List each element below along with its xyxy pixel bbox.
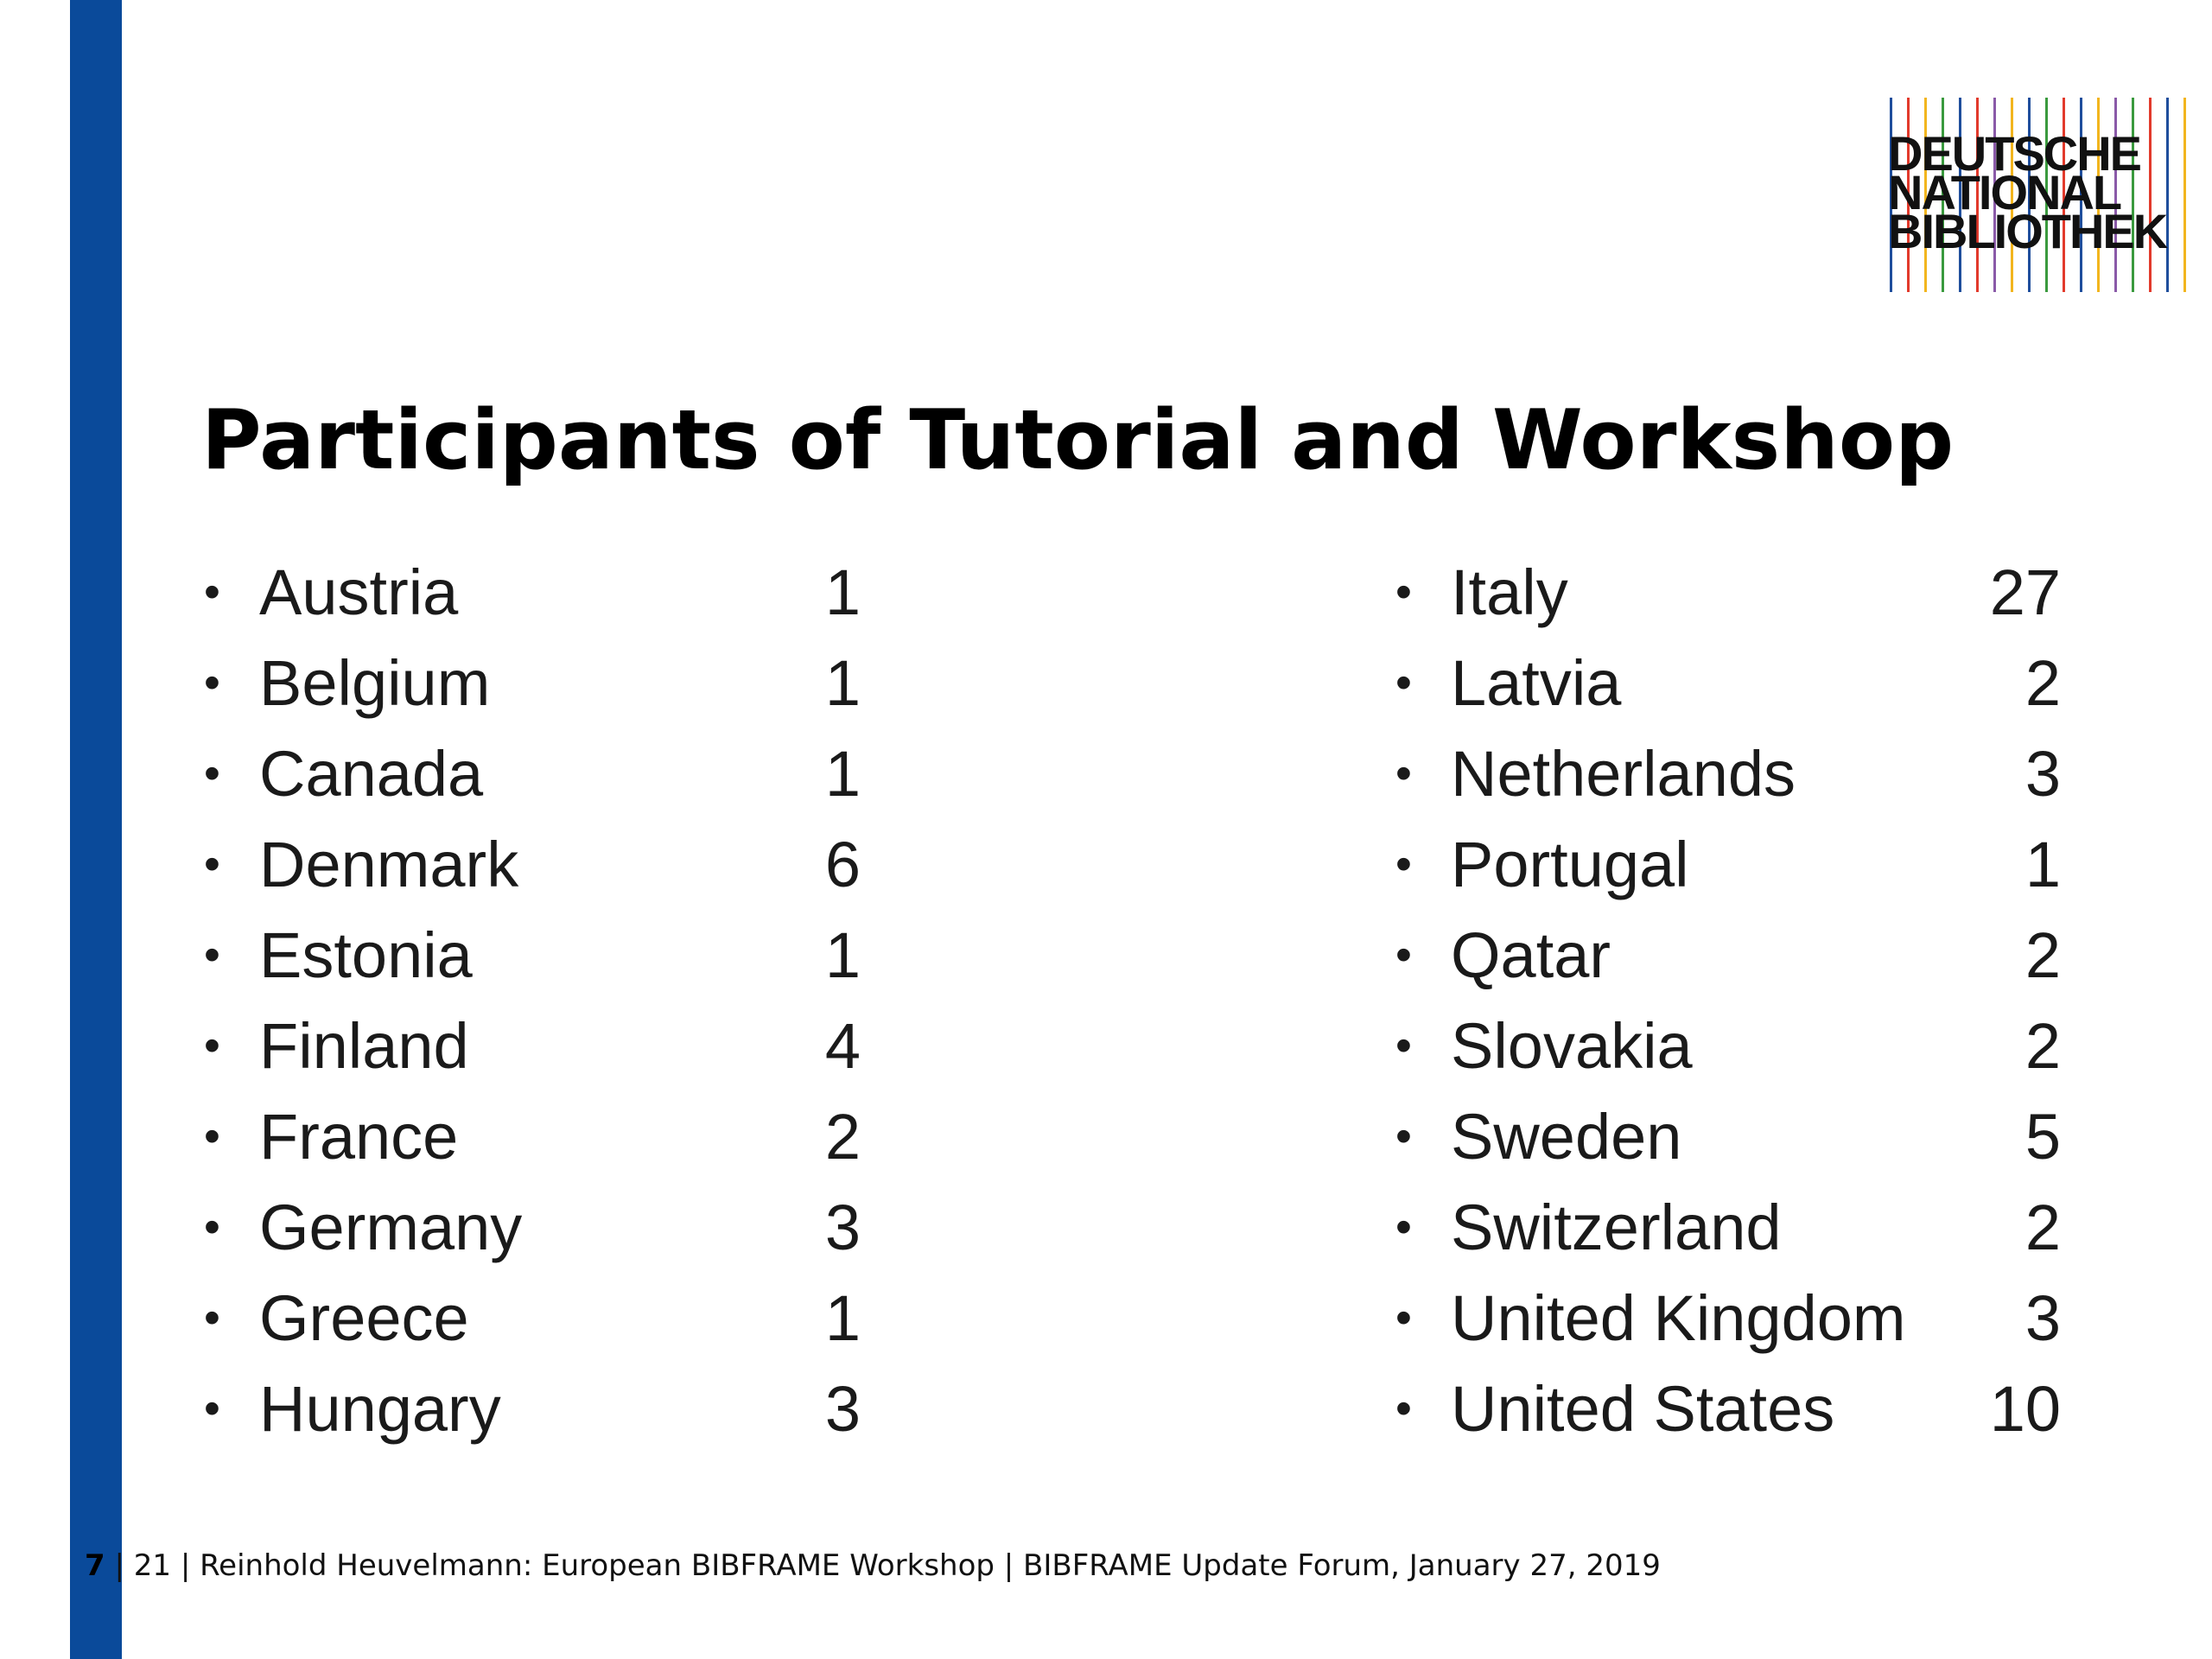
page-number: 7 <box>85 1548 105 1583</box>
bullet: • <box>204 838 220 890</box>
participant-count: 2 <box>824 1101 861 1173</box>
participant-count: 4 <box>824 1010 861 1082</box>
country-name: Greece <box>259 1282 469 1354</box>
logo-line-1: DEUTSCHE <box>1888 126 2141 181</box>
country-name: Canada <box>259 738 484 810</box>
list-item <box>1395 728 2061 819</box>
list-item <box>1395 1182 2061 1273</box>
bullet: • <box>204 929 220 981</box>
footer-text: | 21 | Reinhold Heuvelmann: European BIBFRAME Workshop | BIBFRAME Update Forum, January 27, 2019 <box>105 1548 1661 1583</box>
country-name: United Kingdom <box>1451 1282 1906 1354</box>
logo-wordmark <box>1888 126 2167 258</box>
list-item <box>204 547 861 638</box>
bullet: • <box>1395 1201 1412 1253</box>
bullet: • <box>1395 929 1412 981</box>
participant-count: 3 <box>2024 1282 2061 1354</box>
country-name: Qatar <box>1451 919 1611 991</box>
list-item <box>204 1273 861 1363</box>
bullet: • <box>1395 566 1412 618</box>
participant-count: 27 <box>1989 556 2061 628</box>
list-item <box>204 910 861 1001</box>
participant-count: 2 <box>2024 647 2061 719</box>
slide-title: Participants of Tutorial and Workshop <box>201 393 1955 488</box>
participant-count: 1 <box>824 1282 861 1354</box>
participant-count: 10 <box>1989 1373 2061 1445</box>
bullet: • <box>204 1382 220 1434</box>
list-item <box>1395 547 2061 638</box>
list-item <box>204 1001 861 1091</box>
participant-count: 2 <box>2024 1192 2061 1263</box>
country-name: Switzerland <box>1451 1192 1782 1263</box>
country-name: Finland <box>259 1010 469 1082</box>
participant-count: 3 <box>824 1373 861 1445</box>
country-name: Austria <box>259 556 459 628</box>
participant-count: 1 <box>2024 829 2061 900</box>
country-name: Latvia <box>1451 647 1622 719</box>
country-name: Italy <box>1451 556 1568 628</box>
list-item <box>1395 1001 2061 1091</box>
logo-stripe <box>2183 98 2186 292</box>
country-name: Denmark <box>259 829 519 900</box>
dnb-logo <box>1886 98 2193 292</box>
bullet: • <box>1395 747 1412 799</box>
bullet: • <box>204 1020 220 1071</box>
list-item <box>204 1363 861 1454</box>
bullet: • <box>1395 1110 1412 1162</box>
participant-count: 1 <box>824 556 861 628</box>
bullet: • <box>1395 838 1412 890</box>
bullet: • <box>204 1292 220 1344</box>
country-name: Portugal <box>1451 829 1689 900</box>
participant-count: 5 <box>2024 1101 2061 1173</box>
country-name: United States <box>1451 1373 1835 1445</box>
list-item <box>204 1182 861 1273</box>
participants-list-left <box>204 547 861 1454</box>
participant-count: 1 <box>824 647 861 719</box>
country-name: Belgium <box>259 647 491 719</box>
list-item <box>204 728 861 819</box>
country-name: Sweden <box>1451 1101 1682 1173</box>
bullet: • <box>1395 1020 1412 1071</box>
accent-sidebar-bar <box>70 0 122 1659</box>
list-item <box>1395 1273 2061 1363</box>
bullet: • <box>1395 657 1412 709</box>
participant-count: 6 <box>824 829 861 900</box>
country-name: Estonia <box>259 919 473 991</box>
bullet: • <box>204 1110 220 1162</box>
participant-count: 3 <box>2024 738 2061 810</box>
bullet: • <box>204 566 220 618</box>
list-item <box>1395 910 2061 1001</box>
participants-list-right <box>1395 547 2061 1454</box>
bullet: • <box>1395 1382 1412 1434</box>
country-name: France <box>259 1101 459 1173</box>
bullet: • <box>204 1201 220 1253</box>
country-name: Netherlands <box>1451 738 1796 810</box>
logo-stripe <box>2166 98 2169 292</box>
slide-footer <box>85 1544 1661 1587</box>
country-name: Germany <box>259 1192 523 1263</box>
participant-count: 1 <box>824 919 861 991</box>
bullet: • <box>1395 1292 1412 1344</box>
list-item <box>1395 638 2061 728</box>
list-item <box>1395 1091 2061 1182</box>
list-item <box>1395 1363 2061 1454</box>
list-item <box>1395 819 2061 910</box>
bullet: • <box>204 657 220 709</box>
logo-line-2: NATIONAL <box>1888 165 2121 219</box>
logo-line-3: BIBLIOTHEK <box>1888 204 2167 258</box>
country-name: Hungary <box>259 1373 501 1445</box>
participant-count: 2 <box>2024 1010 2061 1082</box>
participant-count: 2 <box>2024 919 2061 991</box>
list-item <box>204 819 861 910</box>
list-item <box>204 638 861 728</box>
list-item <box>204 1091 861 1182</box>
bullet: • <box>204 747 220 799</box>
country-name: Slovakia <box>1451 1010 1693 1082</box>
participant-count: 1 <box>824 738 861 810</box>
participant-count: 3 <box>824 1192 861 1263</box>
